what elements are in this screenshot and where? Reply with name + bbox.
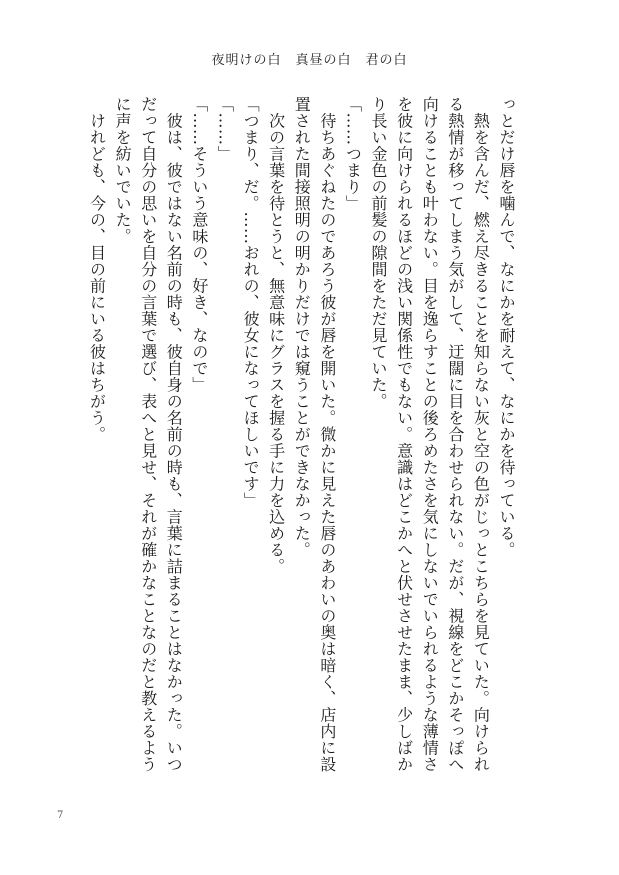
body-text xyxy=(84,96,519,816)
running-head: 夜明けの白 真昼の白 君の白 xyxy=(211,53,408,68)
text-line: っとだけ唇を噛んで、なにかを耐えて、なにかを待っている。 xyxy=(497,96,516,558)
text-line: を彼に向けられるほどの浅い関係性でもない。意識はどこかへと伏せさせたまま、少しばか xyxy=(394,96,414,773)
text-line: 「……」 xyxy=(215,96,235,162)
text-line: 「……つまり」 xyxy=(343,96,363,212)
text-line: 熱を含んだ、燃え尽きることを知らない灰と空の色がじっとこちらを見ていた。向けられ xyxy=(471,96,491,773)
text-line: 「……そういう意味の、好き、なので」 xyxy=(189,96,209,393)
text-line: 向けることも叶わない。目を逸らすことの後ろめたさを気にしないでいられるような薄情さ xyxy=(420,96,440,773)
text-line: だって自分の思いを自分の言葉で選び、表へと見せ、それが確かなことなのだと教えるよう xyxy=(138,96,158,773)
text-line: けれども、今の、目の前にいる彼はちがう。 xyxy=(87,96,107,443)
text-line: 彼は、彼ではない名前の時も、彼自身の名前の時も、言葉に詰まることはなかった。いつ xyxy=(164,96,184,773)
text-line: 「つまり、だ。……おれの、彼女になってほしいです」 xyxy=(241,96,261,509)
text-line: り長い金色の前髪の隙間をただ見ていた。 xyxy=(369,96,389,410)
page-number: 7 xyxy=(57,810,64,821)
text-line: 待ちあぐねたのであろう彼が唇を開いた。微かに見えた唇のあわいの奥は暗く、店内に設 xyxy=(317,96,337,773)
text-line: に声を紡いでいた。 xyxy=(113,96,133,245)
text-line: る熱情が移ってしまう気がして、迂闊に目を合わせられない。だが、視線をどこかそっぽへ xyxy=(445,96,465,773)
text-line: 置された間接照明の明かりだけでは窺うことができなかった。 xyxy=(292,96,312,558)
text-line: 次の言葉を待とうと、無意味にグラスを握る手に力を込める。 xyxy=(266,96,286,575)
